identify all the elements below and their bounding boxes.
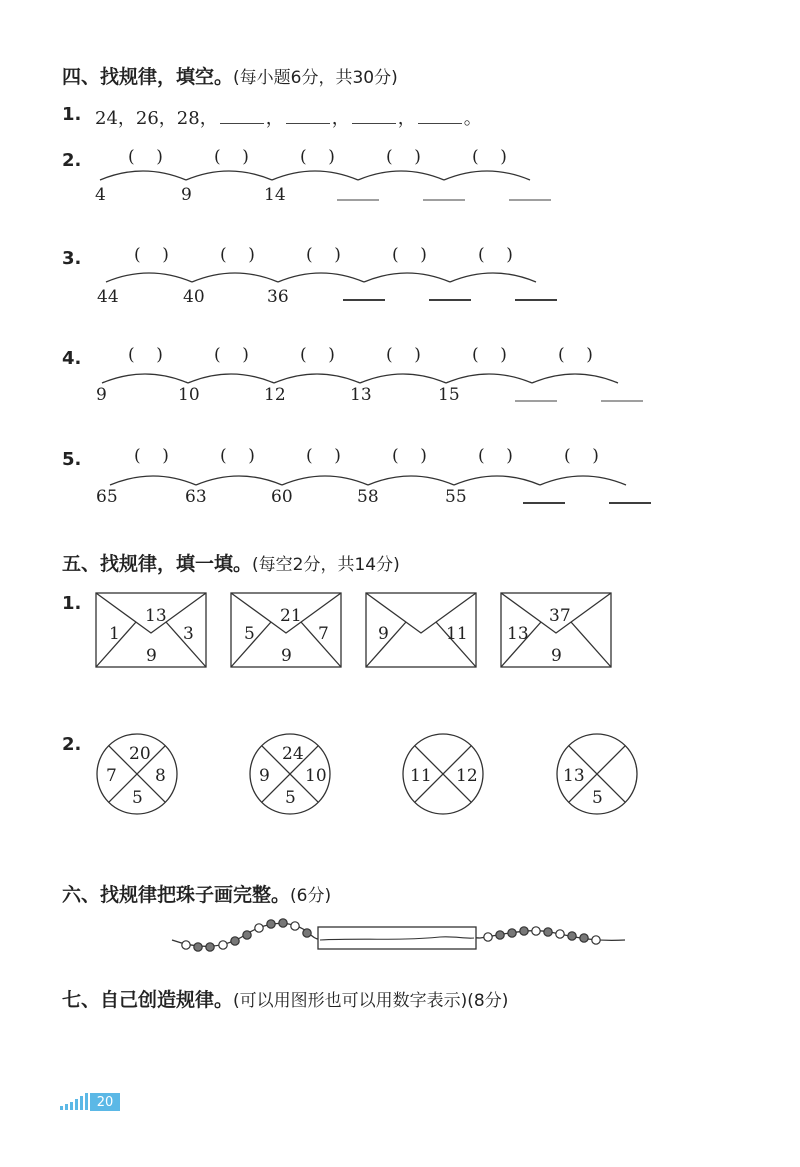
q2-arc-4: [358, 171, 444, 180]
bead-gray: [267, 920, 275, 928]
q3-paren-3[interactable]: ( ): [306, 245, 341, 265]
q4-paren-3[interactable]: ( ): [300, 345, 335, 365]
circle-3-right: 12: [456, 766, 478, 786]
bead-white: [484, 933, 492, 941]
envelope-3-right: 11: [446, 624, 468, 644]
q2-value-2: 9: [181, 185, 192, 205]
bead-gray: [544, 928, 552, 936]
section6-note: (6分): [290, 886, 332, 906]
q4-value-4: 13: [350, 385, 372, 405]
q2-paren-4[interactable]: ( ): [386, 147, 421, 167]
circle-4-left: 13: [563, 766, 585, 786]
q4-arc-2: [188, 374, 274, 383]
bead-gray: [231, 937, 239, 945]
q4-number: 4.: [62, 348, 82, 369]
circle-3-left: 11: [410, 766, 432, 786]
q2-arc-3: [272, 171, 358, 180]
section4-heading: [62, 62, 398, 89]
q4-arc-3: [274, 374, 360, 383]
bead-white: [291, 922, 299, 930]
bead-white: [556, 930, 564, 938]
circle-1-bottom: 5: [132, 788, 143, 808]
envelope-1-top: 13: [145, 606, 167, 626]
bead-gray: [520, 927, 528, 935]
circle-1-right: 8: [155, 766, 166, 786]
bead-gray: [206, 943, 214, 951]
s5-q1-number: 1.: [62, 593, 82, 614]
q4-paren-1[interactable]: ( ): [128, 345, 163, 365]
envelope-4-bottom: 9: [551, 646, 562, 666]
q4-arc-6: [532, 374, 618, 383]
q4-value-5: 15: [438, 385, 460, 405]
q2-paren-1[interactable]: ( ): [128, 147, 163, 167]
q2-arc-5: [444, 171, 530, 180]
section6-title: 六、找规律把珠子画完整。: [62, 884, 291, 906]
q1-given-numbers: 24，26，28，: [95, 108, 218, 129]
circle-2-left: 9: [259, 766, 270, 786]
section5-note: (每空2分，共14分): [252, 555, 400, 575]
circle-row: [0, 730, 800, 820]
circle-2-top: 24: [282, 744, 304, 764]
envelope-2-top: 21: [280, 606, 302, 626]
q4-arc-1: [102, 374, 188, 383]
q4-value-2: 10: [178, 385, 200, 405]
q2-number: 2.: [62, 150, 82, 171]
circle-4-bottom: 5: [592, 788, 603, 808]
q5-paren-3[interactable]: ( ): [306, 446, 341, 466]
q3-paren-4[interactable]: ( ): [392, 245, 427, 265]
q5-arc-2: [196, 476, 282, 485]
bead-white: [182, 941, 190, 949]
q2-value-1: 4: [95, 185, 106, 205]
q5-arc-3: [282, 476, 368, 485]
page-number: 20: [96, 1094, 114, 1110]
envelope-1-bottom: 9: [146, 646, 157, 666]
circle-1-top: 20: [129, 744, 151, 764]
q1-number: 1.: [62, 104, 82, 125]
bead-gray: [568, 932, 576, 940]
q3-paren-1[interactable]: ( ): [134, 245, 169, 265]
section7-heading: [62, 985, 508, 1012]
s5-q2-number: 2.: [62, 734, 82, 755]
q4-value-1: 9: [96, 385, 107, 405]
section5-heading: [62, 549, 400, 576]
q5-paren-2[interactable]: ( ): [220, 446, 255, 466]
q5-number: 5.: [62, 449, 82, 470]
envelope-1-right: 3: [183, 624, 194, 644]
q3-arc-4: [364, 273, 450, 282]
envelope-4-left: 13: [507, 624, 529, 644]
q1-end: 。: [463, 108, 482, 129]
bead-gray: [279, 919, 287, 927]
q2-arc-1: [100, 171, 186, 180]
q4-arc-5: [446, 374, 532, 383]
envelope-3-left: 9: [378, 624, 389, 644]
q2-paren-2[interactable]: ( ): [214, 147, 249, 167]
q3-value-1: 44: [97, 287, 119, 307]
envelope-4-top: 37: [549, 606, 571, 626]
section4-note: (每小题6分，共30分): [233, 68, 398, 88]
bead-string: [0, 910, 800, 970]
q3-paren-2[interactable]: ( ): [220, 245, 255, 265]
page-bars-icon: [60, 1091, 92, 1111]
envelope-row: [0, 585, 800, 675]
q5-arc-1: [110, 476, 196, 485]
circle-1-left: 7: [106, 766, 117, 786]
bead-white: [532, 927, 540, 935]
q3-value-3: 36: [267, 287, 289, 307]
q1-sep-2: ，: [331, 108, 350, 129]
circle-2-right: 10: [305, 766, 327, 786]
envelope-1-left: 1: [109, 624, 120, 644]
q2-paren-5[interactable]: ( ): [472, 147, 507, 167]
q5-value-4: 58: [357, 487, 379, 507]
q2-arc-2: [186, 171, 272, 180]
section7-note: (可以用图形也可以用数字表示)(8分): [233, 991, 509, 1011]
q1-blank-4[interactable]: [418, 105, 462, 124]
q1-blank-2[interactable]: [286, 105, 330, 124]
bead-white: [255, 924, 263, 932]
q5-arc-5: [454, 476, 540, 485]
envelope-2-right: 7: [318, 624, 329, 644]
q1-blank-3[interactable]: [352, 105, 396, 124]
q4-arc-4: [360, 374, 446, 383]
q4-value-3: 12: [264, 385, 286, 405]
bead-hidden-box[interactable]: [318, 927, 476, 949]
q3-paren-5[interactable]: ( ): [478, 245, 513, 265]
section7-title: 七、自己创造规律。: [62, 989, 234, 1011]
bead-gray: [496, 931, 504, 939]
q1-sep-1: ，: [265, 108, 284, 129]
q1-sequence: [95, 104, 482, 130]
q5-value-5: 55: [445, 487, 467, 507]
q4-paren-6[interactable]: ( ): [558, 345, 593, 365]
q5-paren-1[interactable]: ( ): [134, 446, 169, 466]
q5-value-3: 60: [271, 487, 293, 507]
bead-gray: [303, 929, 311, 937]
q3-arc-1: [106, 273, 192, 282]
bead-gray: [508, 929, 516, 937]
q5-arc-4: [368, 476, 454, 485]
q3-arc-3: [278, 273, 364, 282]
q1-blank-1[interactable]: [220, 105, 264, 124]
q3-arc-2: [192, 273, 278, 282]
section5-title: 五、找规律，填一填。: [62, 553, 253, 575]
circle-2-bottom: 5: [285, 788, 296, 808]
q5-arc-6: [540, 476, 626, 485]
q4-paren-5[interactable]: ( ): [472, 345, 507, 365]
q3-value-2: 40: [183, 287, 205, 307]
q2-value-3: 14: [264, 185, 286, 205]
q5-paren-4[interactable]: ( ): [392, 446, 427, 466]
bead-white: [219, 941, 227, 949]
bead-gray: [194, 943, 202, 951]
bead-gray: [243, 931, 251, 939]
q4-paren-4[interactable]: ( ): [386, 345, 421, 365]
bead-white: [592, 936, 600, 944]
page-number-badge: [90, 1093, 120, 1111]
q5-value-1: 65: [96, 487, 118, 507]
q4-paren-2[interactable]: ( ): [214, 345, 249, 365]
q5-value-2: 63: [185, 487, 207, 507]
q1-sep-3: ，: [397, 108, 416, 129]
section6-heading: [62, 880, 331, 907]
bead-gray: [580, 934, 588, 942]
q5-paren-5[interactable]: ( ): [478, 446, 513, 466]
envelope-2-bottom: 9: [281, 646, 292, 666]
q3-number: 3.: [62, 248, 82, 269]
q2-paren-3[interactable]: ( ): [300, 147, 335, 167]
section4-title: 四、找规律，填空。: [62, 66, 234, 88]
q5-paren-6[interactable]: ( ): [564, 446, 599, 466]
q3-arc-5: [450, 273, 536, 282]
envelope-2-left: 5: [244, 624, 255, 644]
